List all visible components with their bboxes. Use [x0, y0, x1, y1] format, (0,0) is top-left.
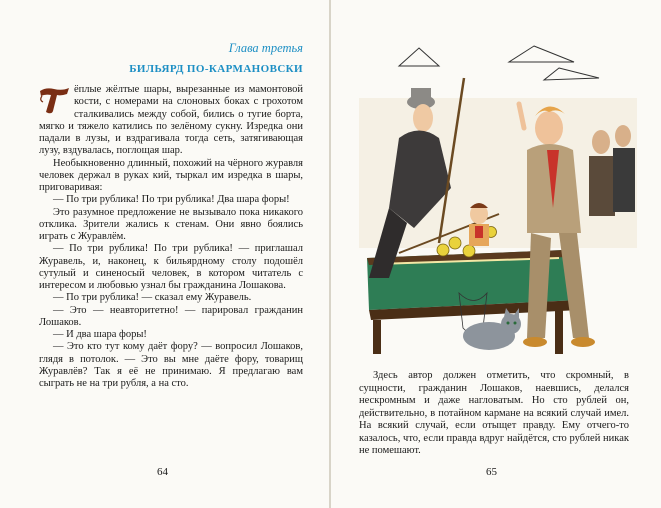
- ceiling-lamps: [399, 46, 599, 80]
- right-page: [331, 0, 661, 508]
- drop-cap-letter: [37, 86, 71, 114]
- left-page: [0, 0, 329, 508]
- chapter-label: Глава третья: [228, 41, 303, 55]
- paragraph: — По три рублика! По три рублика! — приглашал Журавель, и, наконец, к бильярдному столу подошёл сутулый и синеносый человек, в котором читатель с интересом и любовью узнал бы гражданина Лошакова.: [39, 243, 303, 291]
- boy-figure: [469, 203, 489, 246]
- paragraph: Здесь автор должен отметить, что скромный, в сущности, гражданин Лошаков, наевшись, делался нескромным и даже нагловатым. Но сто рублей он, действительно, в потайном кармане на всякий случай имел. На всякий случай, если отыщет правду. Ему отчего-то казалось, что, если правда вдруг найдётся, сто рублей никак не помешают.: [359, 370, 629, 456]
- paragraph: Это разумное предложение не вызывало пока никакого отклика. Зрители жались к стенам. Они явно боялись играть с Журавлём.: [39, 206, 303, 242]
- paragraph: — По три рублика! — сказал ему Журавель.: [53, 292, 252, 304]
- paragraph: — Это — неавторитетно! — парировал гражданин Лошаков.: [39, 304, 303, 328]
- page-number: 64: [157, 466, 168, 478]
- first-paragraph-text: ёплые жёлтые шары, вырезанные из мамонтовой кости, с номерами на слоновых боках с грохотом сталкивались между собой, бились о тугие борта, мягко и тяжело катились по зелёному сукну. Изредка они падали в лузы, и вздрагивала тогда сеть, затягивающая лузу, вздувалась, поглощая шар.: [39, 84, 303, 157]
- section-title: БИЛЬЯРД ПО-КАРМАНОВСКИ: [129, 63, 303, 75]
- paragraph: — И два шара форы!: [53, 329, 147, 340]
- page-number: 65: [486, 466, 497, 478]
- paragraph: Необыкновенно длинный, похожий на чёрного журавля человек держал в руках кий, тыркал им изредка в шары, приговаривая:: [39, 157, 303, 193]
- right-page-text: [359, 370, 629, 458]
- billiard-illustration: [359, 38, 637, 358]
- paragraph: — Это кто тут кому даёт фору? — вопросил Лошаков, глядя в потолок. — Это вы мне даёте фору, товарищ Журавлёв? Так я её не принимаю. Я предлагаю вам сыграть не на три рубля, а на сто.: [39, 341, 303, 389]
- paragraph: — По три рублика! По три рублика! Два шара форы!: [53, 194, 290, 206]
- left-page-text: [39, 84, 303, 390]
- first-paragraph: [39, 84, 303, 158]
